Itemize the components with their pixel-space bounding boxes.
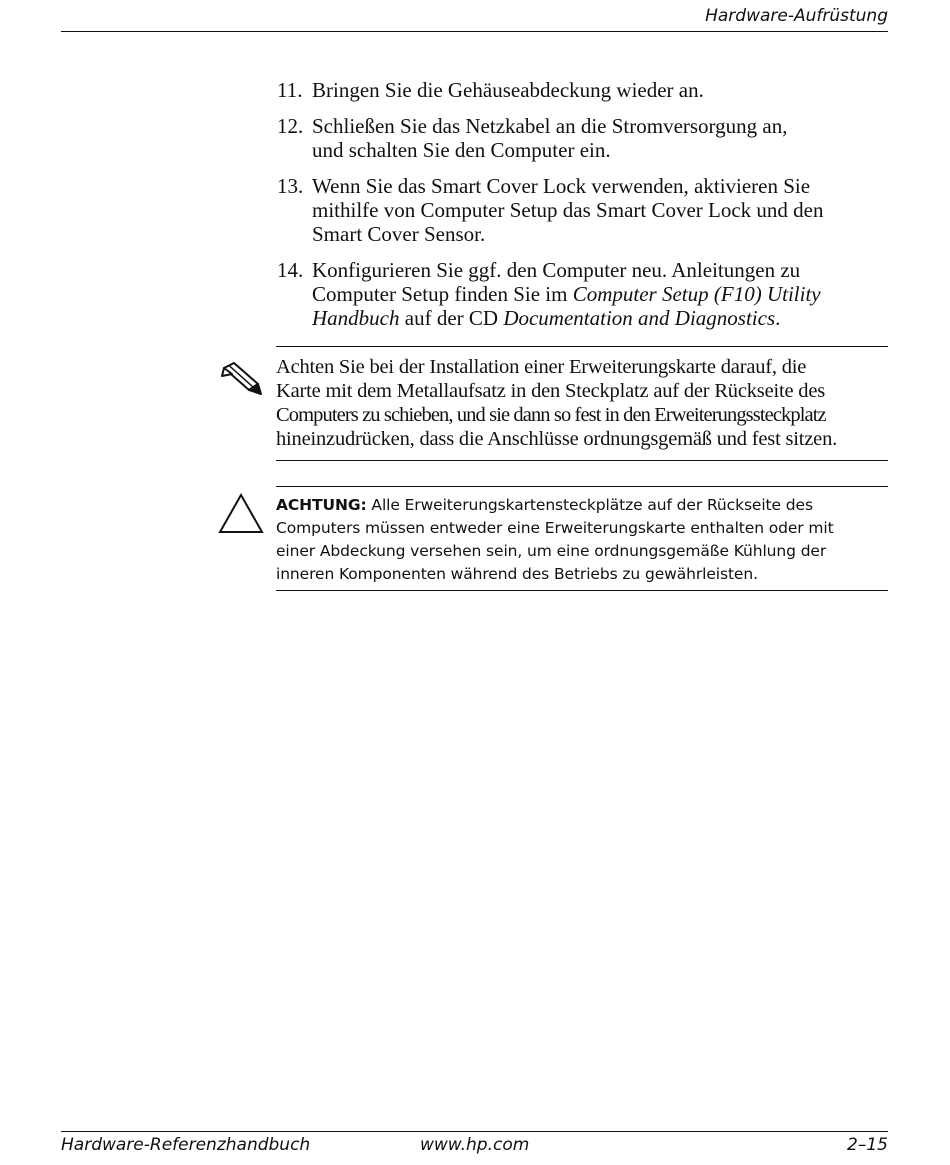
step-line: Wenn Sie das Smart Cover Lock verwenden, aktivieren Sie: [312, 174, 811, 198]
step-list: [277, 78, 877, 342]
step-line: mithilfe von Computer Setup das Smart Cover Lock und den: [312, 198, 824, 222]
step-line: Konfigurieren Sie ggf. den Computer neu. Anleitungen zu: [312, 258, 801, 282]
step-text: [312, 78, 877, 102]
caution-line: inneren Komponenten während des Betriebs zu gewährleisten.: [276, 565, 758, 583]
footer-page-number: 2–15: [847, 1135, 888, 1155]
step-item: [277, 78, 877, 102]
note-text: [276, 355, 888, 451]
caution-triangle-icon: [218, 492, 264, 534]
step-item: [277, 114, 877, 162]
note-rule-top: [276, 346, 888, 347]
footer-manual-title: Hardware-Referenzhandbuch: [61, 1135, 311, 1155]
step-text: [312, 174, 877, 246]
note-line: Computers zu schieben, und sie dann so fest in den Erweiterungssteckplatz: [276, 404, 826, 426]
manual-title-italic: Handbuch: [312, 306, 400, 330]
step-line: Computer Setup finden Sie im: [312, 282, 573, 306]
step-number: 12.: [277, 114, 304, 138]
step-number: 14.: [277, 258, 304, 282]
step-line: Schließen Sie das Netzkabel an die Stromversorgung an,: [312, 114, 788, 138]
step-line: Bringen Sie die Gehäuseabdeckung wieder an.: [312, 78, 704, 102]
step-number: 13.: [277, 174, 304, 198]
caution-label: ACHTUNG:: [276, 496, 367, 514]
caution-rule-bottom: [276, 590, 888, 591]
header-rule: [61, 31, 888, 32]
footer-url: www.hp.com: [420, 1135, 530, 1155]
caution-line: Computers müssen entweder eine Erweiterungskarte enthalten oder mit: [276, 519, 834, 537]
step-line: und schalten Sie den Computer ein.: [312, 138, 611, 162]
footer-rule: [61, 1131, 888, 1132]
step-item: [277, 258, 877, 330]
pencil-note-icon: [218, 360, 262, 396]
running-header-title: Hardware-Aufrüstung: [705, 6, 888, 26]
step-text: [312, 258, 877, 330]
step-line: auf der CD: [399, 306, 504, 330]
caution-rule-top: [276, 486, 888, 487]
caution-line: Alle Erweiterungskartensteckplätze auf der Rückseite des: [366, 496, 813, 514]
manual-title-italic: Computer Setup (F10) Utility: [572, 282, 821, 306]
step-item: [277, 174, 877, 246]
note-line: hineinzudrücken, dass die Anschlüsse ordnungsgemäß und fest sitzen.: [276, 428, 838, 450]
step-line: Smart Cover Sensor.: [312, 222, 486, 246]
caution-text: [276, 494, 846, 586]
caution-line: einer Abdeckung versehen sein, um eine ordnungsgemäße Kühlung der: [276, 542, 827, 560]
note-line: Achten Sie bei der Installation einer Erweiterungskarte darauf, die: [276, 356, 807, 378]
step-text: [312, 114, 877, 162]
step-line: .: [775, 306, 781, 330]
note-rule-bottom: [276, 460, 888, 461]
cd-title-italic: Documentation and Diagnostics: [503, 306, 776, 330]
step-number: 11.: [277, 78, 303, 102]
note-line: Karte mit dem Metallaufsatz in den Steckplatz auf der Rückseite des: [276, 380, 826, 402]
